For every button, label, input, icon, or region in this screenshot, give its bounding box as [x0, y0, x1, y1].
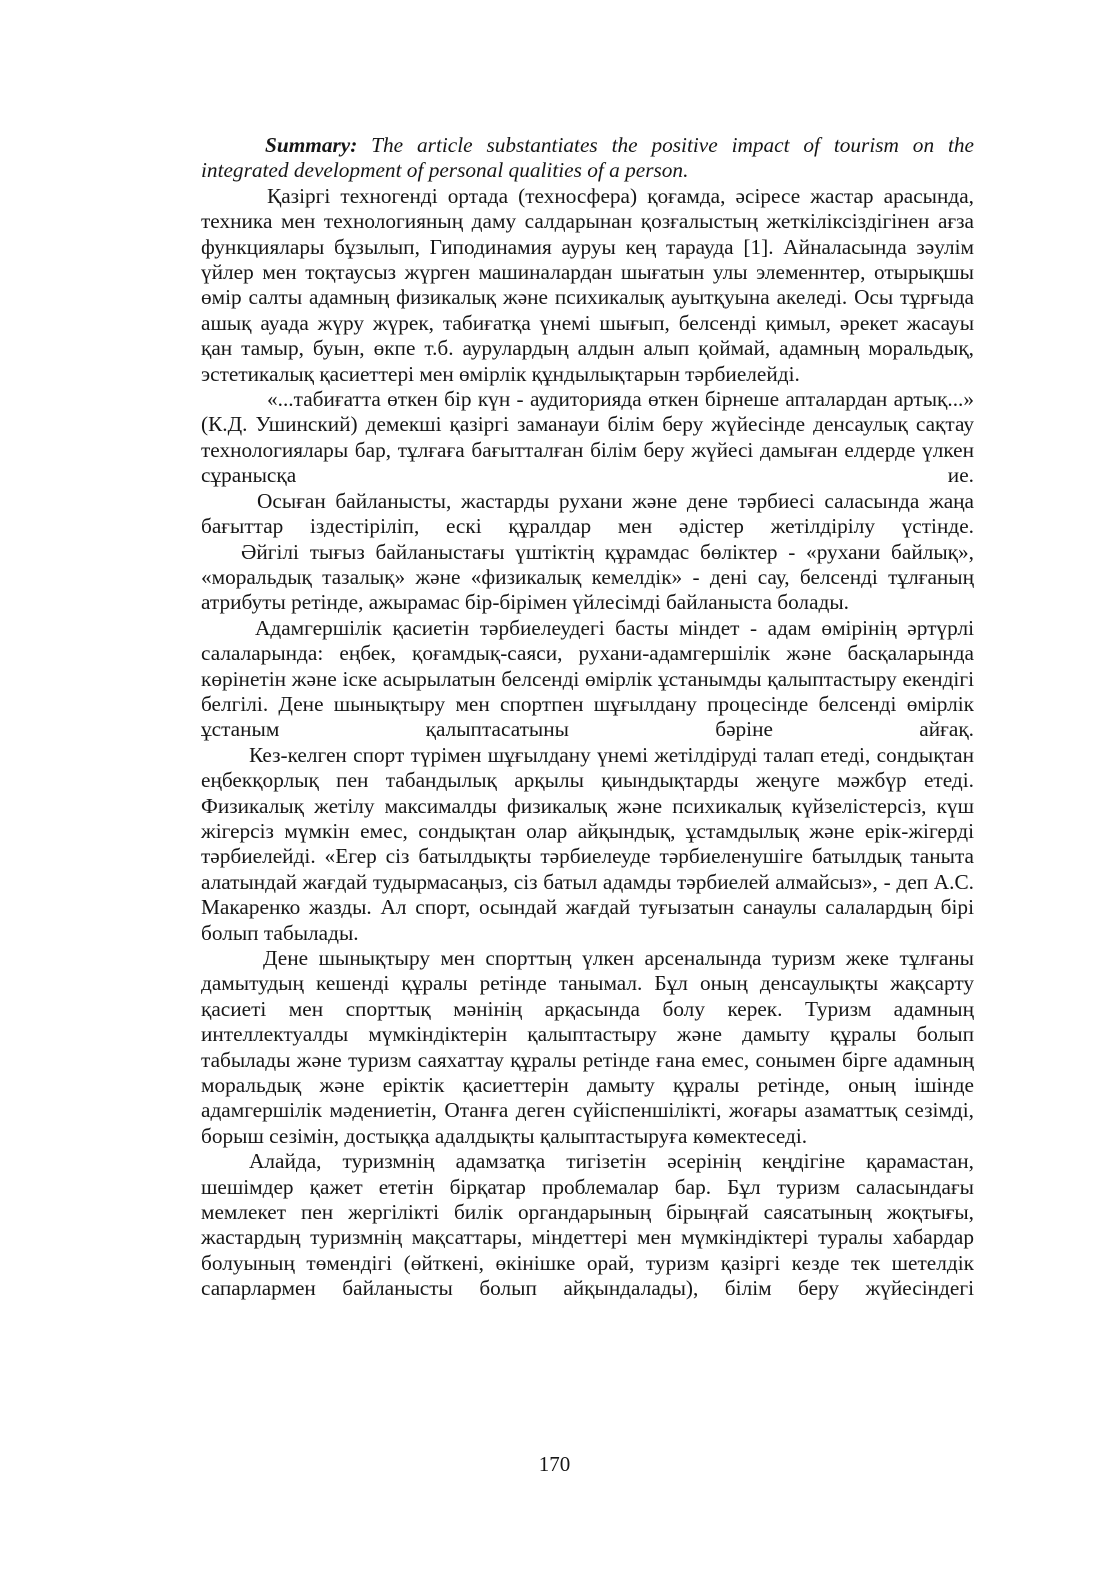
- summary-label: Summary:: [265, 133, 358, 157]
- summary-paragraph: [201, 133, 974, 184]
- page-number: 170: [538, 1452, 571, 1476]
- summary-text: The article substantiates the positive impact of tourism on the integrated development of personal qualities of a person.: [201, 133, 974, 183]
- article-body: [201, 133, 974, 1302]
- paragraph-5: Адамгершілік қасиетін тәрбиелеудегі басты міндет - адам өмірінің әртүрлі салаларында: еңбек, қоғамдық-саяси, рухани-адамгершілік және басқаларында көрінетін және іске асырылатын белсенді өмірлік ұстанымды қалыптастыру екендігі белгілі. Дене шынықтыру мен спортпен шұғылдану процесінде белсенді өмірлік ұстаным қалыптасатыны бәріне айғақ.: [201, 615, 974, 742]
- paragraph-4: Әйгілі тығыз байланыстағы үштіктің құрамдас бөліктер - «рухани байлық», «моральдық тазалық» және «физикалық кемелдік» - дені сау, белсенді тұлғаның атрибуты ретінде, ажырамас бір-бірімен үйлесімді байланыста болады.: [201, 539, 974, 615]
- paragraph-6: Кез-келген спорт түрімен шұғылдану үнемі жетілдіруді талап етеді, сондықтан еңбекқорлық пен табандылық арқылы қиындықтарды жеңуге мәжбүр етеді. Физикалық жетілу максималды физикалық және психикалық күйзелістерсіз, күш жігерсіз мүмкін емес, сондықтан олар айқындық, ұстамдылық және ерік-жігерді тәрбиелейді. «Егер сіз батылдықты тәрбиелеуде тәрбиеленушіге батылдық таныта алатындай жағдай тудырмасаңыз, сіз батыл адамды тәрбиелей алмайсыз», - деп А.С. Макаренко жазды. Ал спорт, осындай жағдай туғызатын санаулы салалардың бірі болып табылады.: [201, 742, 974, 945]
- paragraph-1: Қазіргі техногенді ортада (техносфера) қоғамда, әсіресе жастар арасында, техника мен технологияның даму салдарынан қозғалыстың жеткіліксіздігінен ағза функциялары бұзылып, Гиподинамия ауруы кең тарауда [1]. Айналасында зәулім үйлер мен тоқтаусыз жүрген машиналардан шығатын улы элеменнтер, отырықшы өмір салты адамның физикалық және психикалық ауытқуына акеледі. Осы тұрғыда ашық ауада жүру жүрек, табиғатқа үнемі шығып, белсенді қимыл, әрекет жасауы қан тамыр, буын, өкпе т.б. аурулардың алдын алып қоймай, адамның моральдық, эстетикалық қасиеттері мен өмірлік құндылықтарын тәрбиелейді.: [201, 183, 974, 386]
- paragraph-8: Алайда, туризмнің адамзатқа тигізетін әсерінің кеңдігіне қарамастан, шешімдер қажет ететін бірқатар проблемалар бар. Бұл туризм саласындағы мемлекет пен жергілікті билік органдарының бірыңғай саясатының жоқтығы, жастардың туризмнің мақсаттары, міндеттері мен мүмкіндіктері туралы хабардар болуының төмендігі (өйткені, өкінішке орай, туризм қазіргі кезде тек шетелдік сапарлармен байланысты болып айқындалады), білім беру жүйесіндегі: [201, 1149, 974, 1301]
- paragraph-7: Дене шынықтыру мен спорттың үлкен арсеналында туризм жеке тұлғаны дамытудың кешенді құралы ретінде танымал. Бұл оның денсаулықты жақсарту қасиеті мен спорттық мәнінің арқасында болу керек. Туризм адамның интеллектуалды мүмкіндіктерін қалыптастыру және дамыту құралы болып табылады және туризм саяхаттау құралы ретінде ғана емес, сонымен бірге адамның моральдық және еріктік қасиеттерін дамыту құралы ретінде, оның ішінде адамгершілік мәдениетін, Отанға деген сүйіспеншілікті, жоғары азаматтық сезімді, борыш сезімін, достыққа адалдықты қалыптастыруға көмектеседі.: [201, 946, 974, 1148]
- paragraph-3: Осыған байланысты, жастарды рухани және дене тәрбиесі саласында жаңа бағыттар іздестіріліп, ескі құралдар мен әдістер жетілдірілу үстінде.: [201, 488, 974, 539]
- paragraph-2: «...табиғатта өткен бір күн - аудиторияда өткен бірнеше апталардан артық...» (К.Д. Ушинский) демекші қазіргі заманауи білім беру жүйесінде денсаулық сақтау технологиялары бар, тұлғаға бағытталған білім беру жүйесі дамыған елдерде үлкен сұранысқа ие.: [201, 387, 974, 488]
